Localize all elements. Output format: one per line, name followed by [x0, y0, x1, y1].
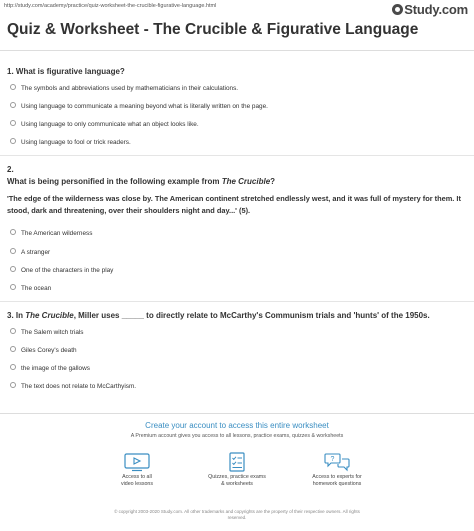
option-label: The ocean: [21, 285, 52, 292]
radio-icon[interactable]: [10, 120, 16, 126]
question-2-option-1[interactable]: [10, 229, 92, 237]
option-label: The Salem witch trials: [21, 329, 84, 336]
experts-icon: [323, 452, 351, 472]
option-label: The symbols and abbreviations used by mathematicians in their calculations.: [21, 85, 239, 92]
copyright-line-1: © copyright 2003-2020 Study.com. All other trademarks and copyrights are the property of their respective owners. All rights: [114, 509, 360, 514]
question-2-number: 2.: [7, 165, 14, 174]
feature-label: [297, 474, 377, 488]
page-title: Quiz & Worksheet - The Crucible & Figurative Language: [7, 21, 419, 38]
feature-label-line-1: Quizzes, practice exams: [208, 474, 266, 480]
copyright-line-2: reserved.: [227, 515, 247, 520]
radio-icon[interactable]: [10, 138, 16, 144]
title-divider: [0, 50, 474, 51]
question-1-option-3[interactable]: [10, 120, 199, 128]
option-label: Using language to only communicate what an object looks like.: [21, 121, 199, 128]
study-logo-text: Study.com: [404, 2, 468, 17]
option-label: A stranger: [21, 249, 51, 256]
option-label: Using language to fool or trick readers.: [21, 139, 131, 146]
video-lessons-icon: [123, 452, 151, 472]
option-label: Giles Corey's death: [21, 347, 77, 354]
promo-divider: [0, 413, 474, 414]
question-1-heading: 1. What is figurative language?: [7, 67, 125, 76]
question-1-option-4[interactable]: [10, 138, 131, 146]
question-2-prompt: What is being personified in the following example from: [7, 177, 222, 186]
promo-subtitle: A Premium account gives you access to all lessons, practice exams, quizzes & worksheets: [130, 433, 344, 439]
radio-icon[interactable]: [10, 248, 16, 254]
quizzes-icon: [223, 452, 251, 472]
feature-experts: [297, 452, 377, 488]
option-label: The text does not relate to McCarthyism.: [21, 383, 137, 390]
option-label: One of the characters in the play: [21, 267, 114, 274]
feature-video-lessons: [97, 452, 177, 488]
radio-icon[interactable]: [10, 382, 16, 388]
question-2-passage: 'The edge of the wilderness was close by. The American continent stretched endlessly west, and it was full of mystery for them. It stood, dark and threatening, over their shoulders night and day...' (5).: [7, 194, 461, 215]
feature-label-line-1: Access to all: [122, 474, 152, 480]
option-label: Using language to communicate a meaning beyond what is literally written on the page.: [21, 103, 268, 110]
feature-label-line-2: & worksheets: [221, 481, 253, 487]
question-2-option-3[interactable]: [10, 266, 113, 274]
radio-icon[interactable]: [10, 84, 16, 90]
radio-icon[interactable]: [10, 102, 16, 108]
question-3-prompt-end: , Miller uses _____ to directly relate to McCarthy's Communism trials and 'hunts' of the 1950s.: [73, 311, 430, 320]
question-2-option-4[interactable]: [10, 284, 51, 292]
study-logo[interactable]: [392, 2, 468, 17]
question-2-prompt-end: ?: [270, 177, 276, 186]
question-1-option-2[interactable]: [10, 102, 268, 110]
copyright-footer: [0, 509, 474, 521]
question-3-heading: [7, 311, 430, 320]
question-1-option-1[interactable]: [10, 84, 238, 92]
radio-icon[interactable]: [10, 328, 16, 334]
radio-icon[interactable]: [10, 364, 16, 370]
question-3-option-2[interactable]: [10, 346, 77, 354]
radio-icon[interactable]: [10, 229, 16, 235]
question-3-prompt: 3. In: [7, 311, 26, 320]
feature-label: [197, 474, 277, 488]
feature-label: [97, 474, 177, 488]
question-2-option-2[interactable]: [10, 248, 50, 256]
radio-icon[interactable]: [10, 284, 16, 290]
question-2-work-title: The Crucible: [221, 177, 271, 186]
feature-label-line-1: Access to experts for: [312, 474, 362, 480]
question-divider: [0, 155, 474, 156]
question-3-work-title: The Crucible: [25, 311, 74, 320]
question-3-option-3[interactable]: [10, 364, 90, 372]
svg-text:?: ?: [330, 456, 335, 463]
feature-quizzes: [197, 452, 277, 488]
option-label: The American wilderness: [21, 230, 93, 237]
question-divider: [0, 301, 474, 302]
question-2-heading: [7, 177, 275, 186]
feature-label-line-2: video lessons: [120, 481, 154, 487]
radio-icon[interactable]: [10, 266, 16, 272]
radio-icon[interactable]: [10, 346, 16, 352]
create-account-link[interactable]: Create your account to access this entire worksheet: [145, 421, 329, 430]
study-logo-icon: [392, 4, 403, 15]
question-3-option-1[interactable]: [10, 328, 84, 336]
feature-label-line-2: homework questions: [312, 481, 362, 487]
question-3-option-4[interactable]: [10, 382, 136, 390]
option-label: the image of the gallows: [21, 365, 90, 372]
page-url: http://study.com/academy/practice/quiz-worksheet-the-crucible-figurative-language.html: [4, 3, 217, 9]
